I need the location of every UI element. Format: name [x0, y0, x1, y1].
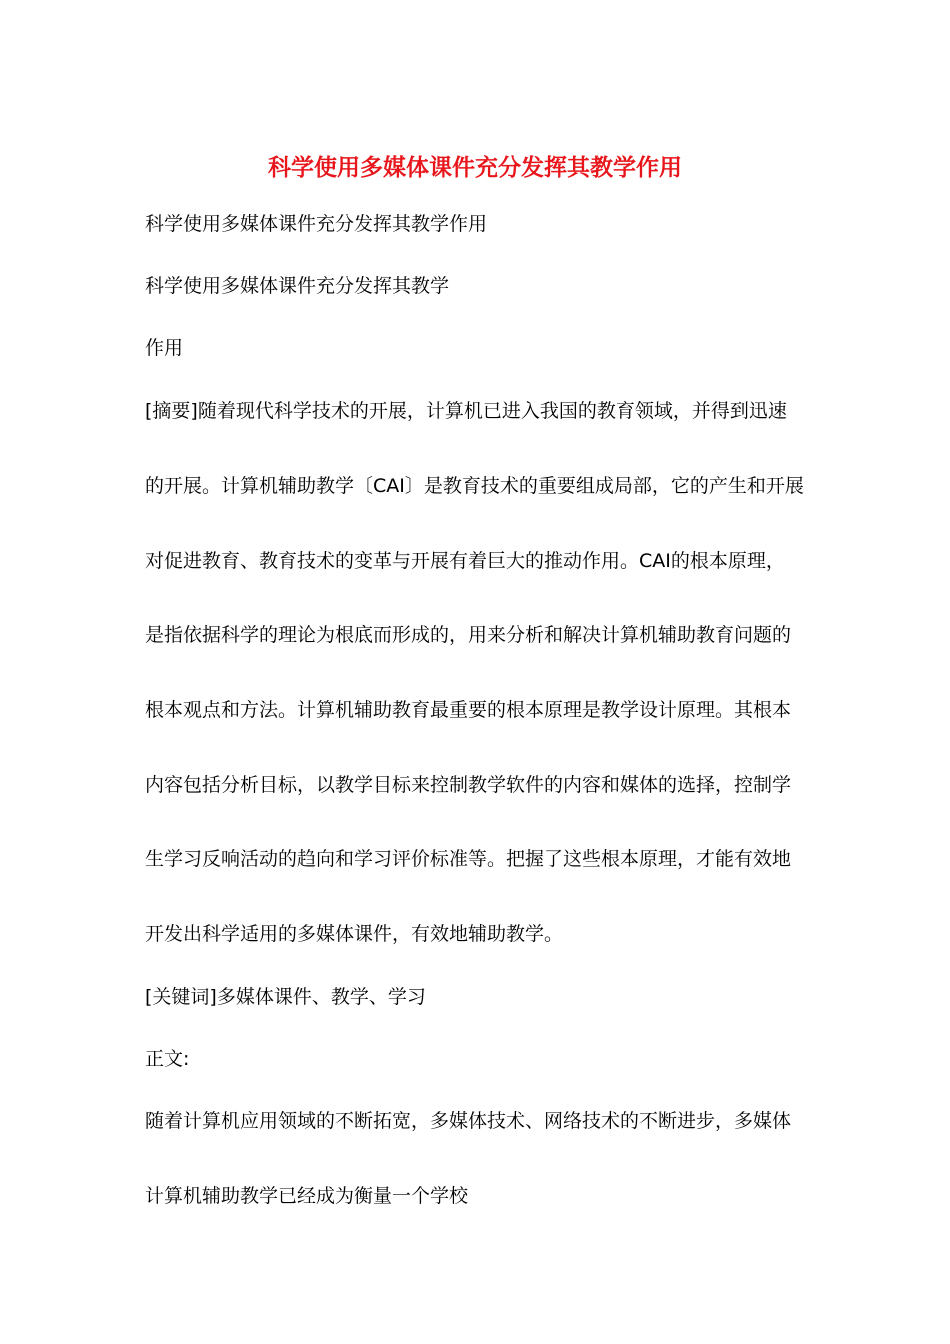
body-heading: 正文: [145, 1048, 190, 1070]
text-line: 科学使用多媒体课件充分发挥其教学 [145, 275, 450, 297]
abstract-line: 开发出科学适用的多媒体课件，有效地辅助教学。 [145, 923, 564, 945]
text-line: 科学使用多媒体课件充分发挥其教学作用 [145, 213, 488, 235]
abstract-line: 生学习反响活动的趋向和学习评价标准等。把握了这些根本原理，才能有效地 [145, 848, 792, 870]
abstract-line: 内容包括分析目标，以教学目标来控制教学软件的内容和媒体的选择，控制学 [145, 774, 792, 796]
abstract-line: 对促进教育、教育技术的变革与开展有着巨大的推动作用。CAI的根本原理， [145, 550, 785, 572]
abstract-line: 是指依据科学的理论为根底而形成的，用来分析和解决计算机辅助教育问题的 [145, 624, 792, 646]
keywords-line: [关键词]多媒体课件、教学、学习 [145, 986, 426, 1008]
body-line: 随着计算机应用领域的不断拓宽，多媒体技术、网络技术的不断进步，多媒体 [145, 1110, 792, 1132]
abstract-line: [摘要]随着现代科学技术的开展，计算机已进入我国的教育领域，并得到迅速 [145, 400, 787, 422]
text-line: 作用 [145, 337, 184, 359]
body-line: 计算机辅助教学已经成为衡量一个学校 [145, 1185, 469, 1207]
abstract-line: 的开展。计算机辅助教学〔CAI〕是教育技术的重要组成局部，它的产生和开展 [145, 475, 804, 497]
document-title: 科学使用多媒体课件充分发挥其教学作用 [268, 155, 682, 181]
abstract-line: 根本观点和方法。计算机辅助教育最重要的根本原理是教学设计原理。其根本 [145, 699, 792, 721]
